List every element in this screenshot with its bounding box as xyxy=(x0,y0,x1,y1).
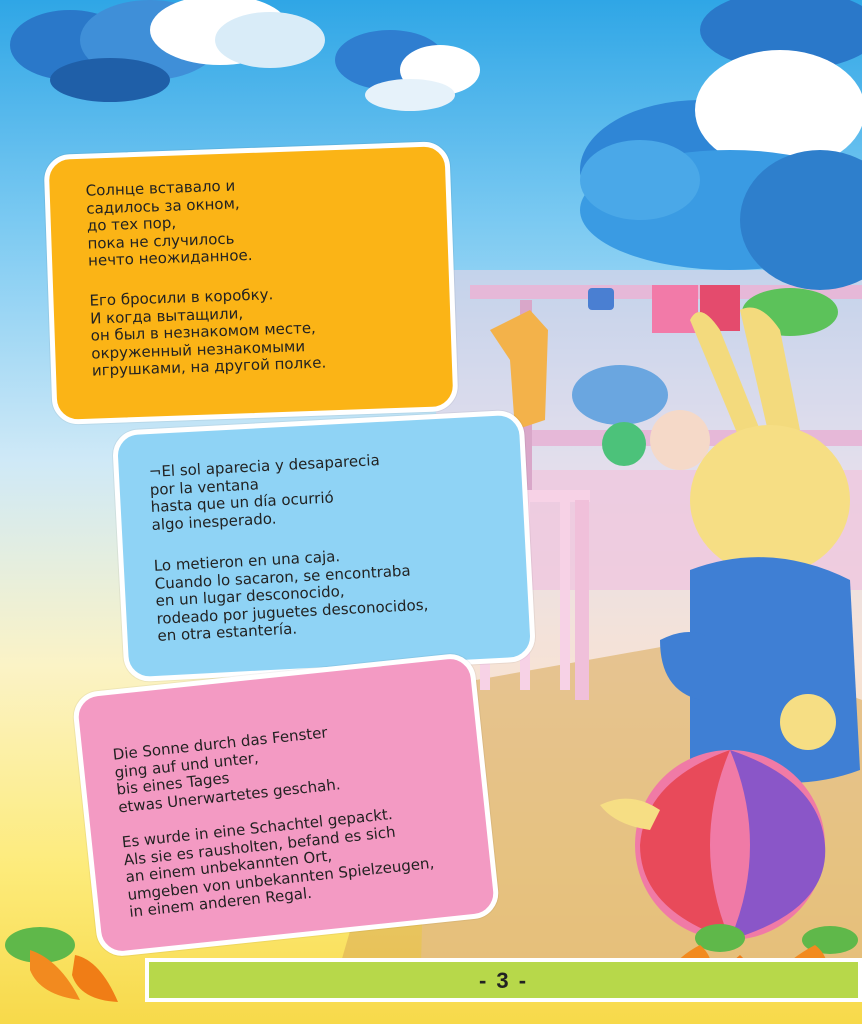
spanish-text-box xyxy=(112,409,537,682)
page-number-bar xyxy=(145,958,862,1002)
cloud-icon xyxy=(580,0,862,290)
russian-text-box xyxy=(43,141,458,425)
german-paragraph-1: Die Sonne durch das Fenster ging auf und unter, bis eines Tages etwas Unerwartetes geschah. xyxy=(111,723,342,816)
cloud-icon xyxy=(10,0,325,102)
page-number: - 3 - xyxy=(478,968,529,993)
cloud-icon xyxy=(335,30,480,111)
russian-paragraph-2: Его бросили в коробку. И когда вытащили, он был в незнакомом месте, окруженный незнакомыми игрушками, на другой полке. xyxy=(89,285,327,380)
russian-paragraph-1: Солнце вставало и садилось за окном, до тех пор, пока не случилось нечто неожиданное. xyxy=(85,176,253,270)
german-text-box xyxy=(71,652,501,959)
spanish-paragraph-1: ¬El sol aparecia y desaparecia por la ventana hasta que un día ocurrió algo inesperado. xyxy=(148,450,381,534)
german-paragraph-2: Es wurde in eine Schachtel gepackt. Als sie es rausholten, befand es sich an einem unbekannten Ort, umgeben von unbekannten Spielzeugen, in einem anderen Regal. xyxy=(121,804,435,921)
spanish-paragraph-2: Lo metieron en una caja. Cuando lo sacaron, se encontraba en un lugar desconocido, rodeado por juguetes desconocidos, en otra estantería. xyxy=(153,547,429,645)
